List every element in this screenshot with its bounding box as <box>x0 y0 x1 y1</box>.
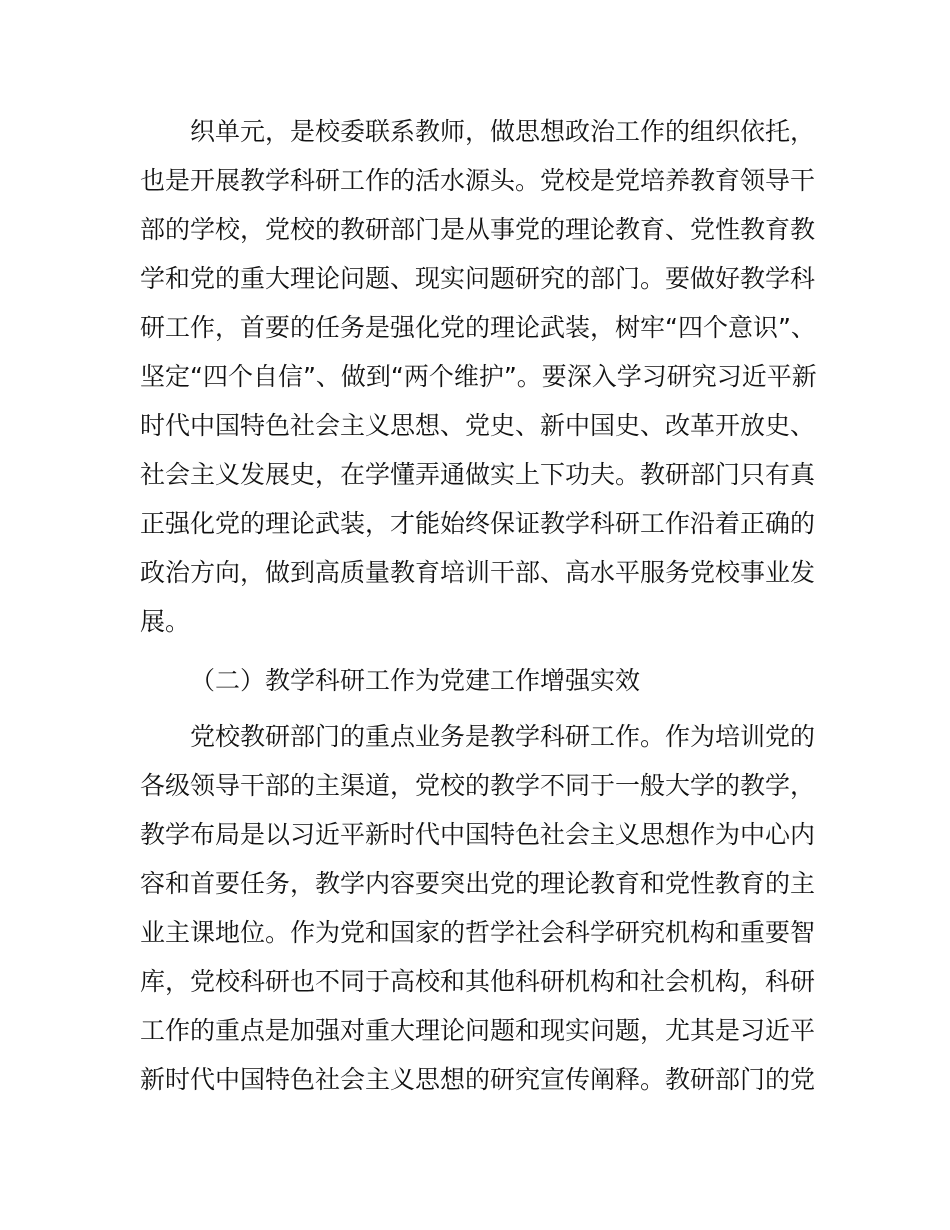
paragraph-line: 库，党校科研也不同于高校和其他科研机构和社会机构，科研 <box>140 967 816 996</box>
heading-text: （二）教学科研工作为党建工作增强实效 <box>190 666 641 695</box>
paragraph-line: 社会主义发展史，在学懂弄通做实上下功夫。教研部门只有真 <box>140 460 816 489</box>
paragraph-line: 新时代中国特色社会主义思想的研究宣传阐释。教研部门的党 <box>140 1065 816 1094</box>
paragraph-line: 业主课地位。作为党和国家的哲学社会科学研究机构和重要智 <box>140 918 816 947</box>
paragraph-line: 展。 <box>140 607 191 636</box>
paragraph-line: 政治方向，做到高质量教育培训干部、高水平服务党校事业发 <box>140 558 816 587</box>
paragraph-line: 学和党的重大理论问题、现实问题研究的部门。要做好教学科 <box>140 264 816 293</box>
paragraph-line: 正强化党的理论武装，才能始终保证教学科研工作沿着正确的 <box>140 509 816 538</box>
section-heading <box>140 656 812 705</box>
paragraph-line: 教学布局是以习近平新时代中国特色社会主义思想作为中心内 <box>140 820 816 849</box>
paragraph-line: 容和首要任务，教学内容要突出党的理论教育和党性教育的主 <box>140 869 816 898</box>
paragraph-line: 党校教研部门的重点业务是教学科研工作。作为培训党的 <box>190 722 816 751</box>
paragraph-line: 织单元，是校委联系教师，做思想政治工作的组织依托， <box>190 117 816 146</box>
paragraph-line: 坚定“四个自信”、做到“两个维护”。要深入学习研究习近平新 <box>140 362 817 391</box>
paragraph-2 <box>140 712 816 1104</box>
paragraph-line: 也是开展教学科研工作的活水源头。党校是党培养教育领导干 <box>140 166 816 195</box>
paragraph-line: 工作的重点是加强对重大理论问题和现实问题，尤其是习近平 <box>140 1016 816 1045</box>
paragraph-line: 各级领导干部的主渠道，党校的教学不同于一般大学的教学， <box>140 771 816 800</box>
paragraph-line: 研工作，首要的任务是强化党的理论武装，树牢“四个意识”、 <box>140 313 816 342</box>
paragraph-line: 部的学校，党校的教研部门是从事党的理论教育、党性教育教 <box>140 215 816 244</box>
paragraph-1 <box>140 107 817 646</box>
paragraph-line: 时代中国特色社会主义思想、党史、新中国史、改革开放史、 <box>140 411 816 440</box>
